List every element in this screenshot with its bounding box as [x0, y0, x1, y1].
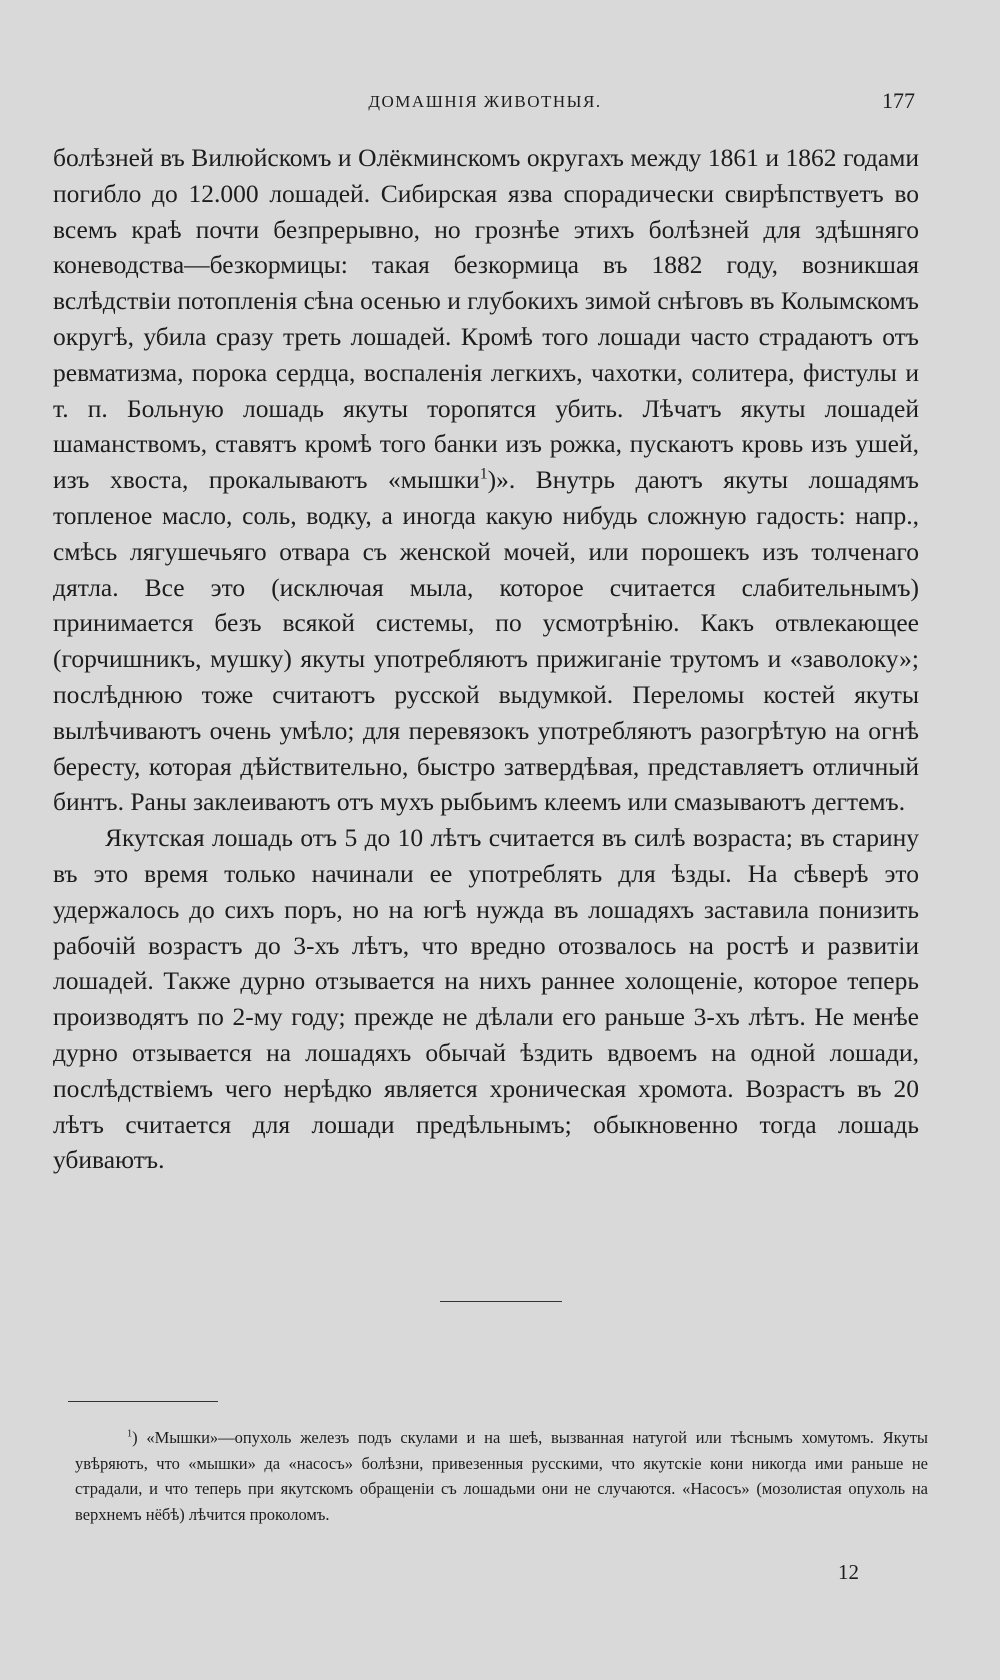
running-title: ДОМАШНІЯ ЖИВОТНЫЯ. [368, 92, 602, 111]
footnote-reference: 1 [479, 465, 488, 483]
page-number: 177 [882, 88, 915, 113]
running-head [55, 88, 915, 118]
footnote-marker: 1 [127, 1428, 133, 1440]
footnote-1-text: ) «Мышки»—опухоль железъ подъ скулами и на шеѣ, вызванная натугой или тѣснымъ хомутомъ. Якуты увѣряютъ, что «мышки» да «насосъ» болѣзни, привезенныя русскими, что якутскіе кони никогда ими раньше не страдали, и что теперь при якутскомъ обращеніи съ лошадьми они не случаются. «Насосъ» (мозолистая опухоль на верхнемъ нёбѣ) лѣчится проколомъ. [75, 1428, 928, 1524]
paragraph-1-continuation: )». Внутрь даютъ якуты лошадямъ топленое масло, соль, водку, а иногда какую нибудь сложную гадость: напр., смѣсь лягушечьяго отвара съ женской мочей, или порошекъ изъ толченаго дятла. Все это (исключая мыла, которое считается слабительнымъ) принимается безъ всякой системы, по усмотрѣнію. Какъ отвлекающее (горчишникъ, мушку) якуты употребляютъ прижиганіе трутомъ и «заволоку»; послѣднюю тоже считаютъ русской выдумкой. Переломы костей якуты вылѣчиваютъ очень умѣло; для перевязокъ употребляютъ разогрѣтую на огнѣ бересту, которая дѣйствительно, быстро затвердѣвая, представляетъ отличный бинтъ. Раны заклеиваютъ отъ мухъ рыбьимъ клеемъ или смазываютъ дегтемъ. [53, 465, 919, 817]
paragraph-1-text: болѣзней въ Вилюйскомъ и Олёкминскомъ округахъ между 1861 и 1862 годами погибло до 12.000 лошадей. Сибирская язва спорадически свирѣпствуетъ во всемъ краѣ почти безпрерывно, но грознѣе этихъ болѣзней для здѣшняго коневодства—безкормицы: такая безкормица въ 1882 году, возникшая вслѣдствіи потопленія сѣна осенью и глубокихъ зимой снѣговъ въ Колымскомъ округѣ, убила сразу треть лошадей. Кромѣ того лошади часто страдаютъ отъ ревматизма, порока сердца, воспаленія легкихъ, чахотки, солитера, фистулы и т. п. Больную лошадь якуты торопятся убить. Лѣчатъ якуты лошадей шаманствомъ, ставятъ кромѣ того банки изъ рожка, пускаютъ кровь изъ ушей, изъ хвоста, прокалываютъ «мышки [53, 143, 919, 495]
footnote-rule [68, 1401, 218, 1402]
printer-signature-mark: 12 [838, 1560, 859, 1584]
section-separator-rule [440, 1301, 562, 1302]
paragraph-2: Якутская лошадь отъ 5 до 10 лѣтъ считается въ силѣ возраста; въ старину въ это время только начинали ее употреблять для ѣзды. На сѣверѣ это удержалось до сихъ поръ, но на югѣ нужда въ лошадяхъ заставила понизить рабочій возрастъ до 3-хъ лѣтъ, что вредно отозвалось на ростѣ и развитіи лошадей. Также дурно отзывается на нихъ раннее холощеніе, которое теперь производятъ по 2-му году; прежде не дѣлали его раньше 3-хъ лѣтъ. Не менѣе дурно отзывается на лошадяхъ обычай ѣздить вдвоемъ на одной лошади, послѣдствіемъ чего нерѣдко является хроническая хромота. Возрастъ въ 20 лѣтъ считается для лошади предѣльнымъ; обыкновенно тогда лошадь убиваютъ. [53, 823, 919, 1175]
body-text [53, 140, 919, 1178]
paragraph-1 [53, 140, 919, 820]
footnotes [75, 1425, 928, 1527]
footnote-1 [75, 1425, 928, 1527]
